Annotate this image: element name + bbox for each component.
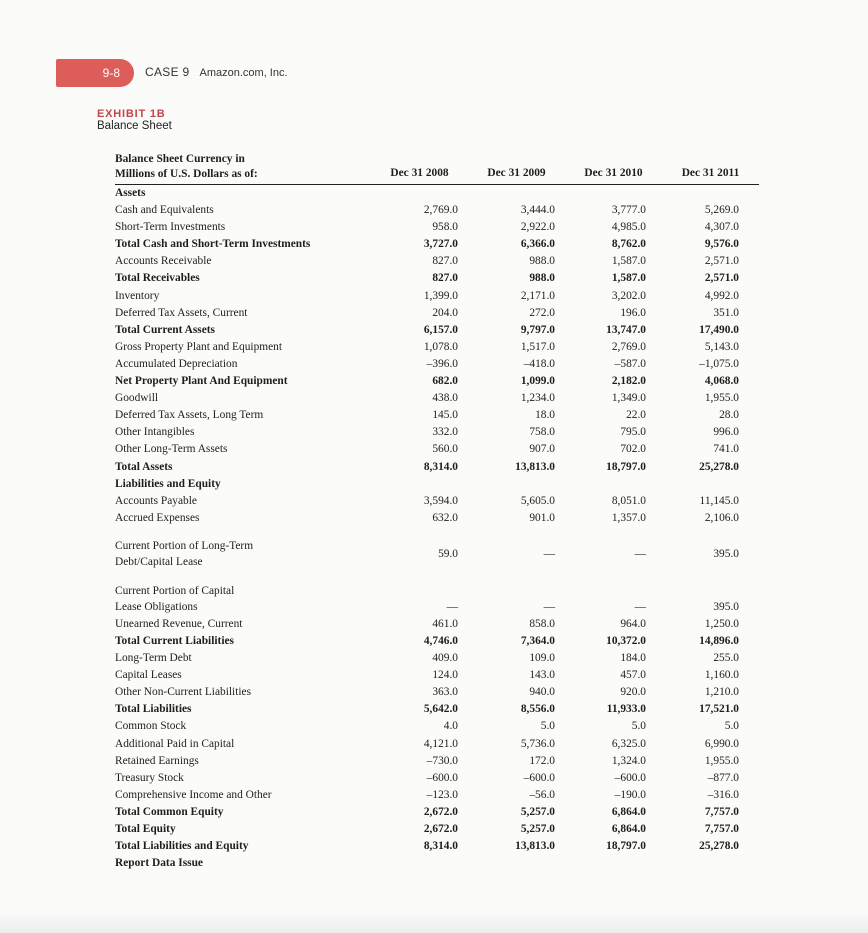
row-label: Accounts Receivable (115, 255, 212, 268)
cell-2011: 2,571.0 (704, 272, 739, 285)
cell-2009: –418.0 (523, 357, 555, 370)
row-label: Total Cash and Short-Term Investments (115, 238, 311, 251)
cell-2011: 17,490.0 (699, 323, 739, 336)
cell-2011: 6,990.0 (704, 737, 739, 750)
row-label: Capital Leases (115, 669, 182, 682)
row-label: Deferred Tax Assets, Long Term (115, 409, 264, 422)
header-label-line2: Millions of U.S. Dollars as of: (115, 168, 258, 180)
table-row (115, 736, 759, 753)
table-row (115, 253, 759, 270)
cell-2008: –600.0 (426, 771, 458, 784)
cell-2010: –190.0 (614, 788, 646, 801)
row-label: Long-Term Debt (115, 652, 192, 665)
cell-2008: 8,314.0 (423, 840, 458, 853)
cell-2009: 5,605.0 (520, 494, 555, 507)
company-name: Amazon.com, Inc. (199, 67, 288, 79)
balance-sheet-table (115, 152, 759, 872)
cell-2008: 5,642.0 (423, 703, 458, 716)
cell-2010: 8,762.0 (611, 238, 646, 251)
table-row (115, 855, 759, 872)
table-row (115, 322, 759, 339)
cell-2011: 351.0 (713, 306, 739, 319)
cell-2010 (565, 476, 662, 493)
cell-2008 (371, 476, 468, 493)
cell-2010: 6,864.0 (611, 823, 646, 835)
row-label: Assets (115, 187, 146, 199)
row-label: Deferred Tax Assets, Current (115, 306, 248, 319)
cell-2008: 409.0 (432, 652, 458, 665)
table-row (115, 373, 759, 390)
table-row (115, 821, 759, 838)
cell-2010: 3,202.0 (611, 289, 646, 302)
cell-2008: 3,594.0 (423, 494, 458, 507)
cell-2010: 702.0 (620, 443, 646, 456)
cell-2008: 438.0 (432, 392, 458, 405)
cell-2009: 5,257.0 (520, 823, 555, 835)
cell-2009: 1,099.0 (520, 375, 555, 388)
exhibit-title: EXHIBIT 1B (97, 108, 166, 120)
cell-2010: 795.0 (620, 426, 646, 439)
cell-2008: 363.0 (432, 686, 458, 699)
table-row (115, 770, 759, 787)
cell-2010: 964.0 (620, 617, 646, 630)
cell-2009: 272.0 (529, 306, 555, 319)
cell-2009: 109.0 (529, 652, 555, 665)
exhibit-subtitle: Balance Sheet (97, 120, 172, 132)
cell-2010: 6,325.0 (611, 737, 646, 750)
cell-2011: 4,307.0 (704, 221, 739, 234)
row-label: Total Current Liabilities (115, 634, 234, 647)
cell-2008: 59.0 (438, 547, 458, 560)
row-label: Total Equity (115, 823, 176, 835)
cell-2009: 5,736.0 (520, 737, 555, 750)
cell-2010: 1,357.0 (611, 511, 646, 524)
cell-2010: 22.0 (626, 409, 646, 422)
cell-2009: –56.0 (529, 788, 555, 801)
cell-2010: 6,864.0 (611, 805, 646, 818)
cell-2011: 1,250.0 (704, 617, 739, 630)
cell-2009: 858.0 (529, 617, 555, 630)
table-row (115, 305, 759, 322)
cell-2009: 172.0 (529, 754, 555, 767)
cell-2010: 13,747.0 (606, 323, 646, 336)
table-row (115, 459, 759, 476)
row-label: Retained Earnings (115, 754, 199, 767)
table-row (115, 493, 759, 510)
cell-2011: 5,269.0 (704, 204, 739, 217)
cell-2011 (662, 855, 759, 872)
row-label: Total Current Assets (115, 323, 215, 336)
cell-2009: 907.0 (529, 443, 555, 456)
table-row (115, 390, 759, 407)
cell-2008: 3,727.0 (423, 238, 458, 251)
cell-2010: 18,797.0 (606, 840, 646, 853)
row-label: Gross Property Plant and Equipment (115, 340, 283, 353)
table-row (115, 753, 759, 770)
page-number-tab (56, 59, 134, 87)
cell-2008: –730.0 (426, 754, 458, 767)
table-row (115, 838, 759, 855)
table-row (115, 424, 759, 441)
cell-2011: –316.0 (707, 788, 739, 801)
column-header-2008: Dec 31 2008 (390, 166, 449, 179)
cell-2010: 4,985.0 (611, 221, 646, 234)
row-label-line1: Current Portion of Capital (115, 584, 235, 597)
cell-2009: 758.0 (529, 426, 555, 439)
cell-2009: 6,366.0 (520, 238, 555, 251)
table-row (115, 288, 759, 305)
cell-2008: 124.0 (432, 669, 458, 682)
cell-2011: 9,576.0 (704, 238, 739, 251)
cell-2010: 18,797.0 (606, 460, 646, 473)
cell-2008: 204.0 (432, 306, 458, 319)
cell-2008: 958.0 (432, 221, 458, 234)
cell-2010: 8,051.0 (611, 494, 646, 507)
row-label: Total Liabilities (115, 703, 192, 716)
cell-2008: 2,672.0 (423, 823, 458, 835)
cell-2008: 6,157.0 (423, 323, 458, 336)
cell-2008: 2,769.0 (423, 204, 458, 217)
cell-2009: 1,517.0 (520, 340, 555, 353)
cell-2011: 395.0 (713, 600, 739, 613)
cell-2009: 5.0 (540, 720, 555, 733)
table-row (115, 356, 759, 373)
cell-2009: 940.0 (529, 686, 555, 699)
cell-2009 (468, 855, 565, 872)
table-row (115, 527, 759, 571)
cell-2009: 988.0 (529, 272, 555, 285)
cell-2011: 25,278.0 (699, 840, 739, 853)
cell-2008: 8,314.0 (423, 460, 458, 473)
cell-2008: –396.0 (426, 357, 458, 370)
cell-2011: –1,075.0 (699, 357, 739, 370)
cell-2009: 5,257.0 (520, 805, 555, 818)
table-row (115, 476, 759, 493)
cell-2008: 2,672.0 (423, 805, 458, 818)
cell-2010: 5.0 (631, 720, 646, 733)
row-label: Unearned Revenue, Current (115, 617, 243, 630)
row-label (115, 571, 371, 616)
row-label: Accumulated Depreciation (115, 357, 238, 370)
table-row (115, 236, 759, 253)
cell-2010: 196.0 (620, 306, 646, 319)
cell-2011: 25,278.0 (699, 460, 739, 473)
cell-2009: — (543, 547, 555, 560)
row-label: Treasury Stock (115, 771, 184, 784)
column-header-2009: Dec 31 2009 (487, 166, 546, 179)
table-row (115, 571, 759, 616)
cell-2010: — (634, 547, 646, 560)
cell-2008: 560.0 (432, 443, 458, 456)
row-label: Inventory (115, 289, 160, 302)
table-row (115, 650, 759, 667)
cell-2008: — (446, 600, 458, 613)
cell-2011: 1,160.0 (704, 669, 739, 682)
cell-2009: –600.0 (523, 771, 555, 784)
column-header-2010: Dec 31 2010 (584, 166, 643, 179)
table-row (115, 407, 759, 424)
cell-2010: –600.0 (614, 771, 646, 784)
row-label: Total Liabilities and Equity (115, 840, 249, 853)
cell-2010: 2,182.0 (611, 375, 646, 388)
table-row (115, 441, 759, 458)
cell-2010: 1,587.0 (611, 255, 646, 268)
row-label (115, 527, 371, 571)
cell-2009: 3,444.0 (520, 204, 555, 217)
cell-2010: — (634, 600, 646, 613)
cell-2010 (565, 855, 662, 872)
row-label-line2: Debt/Capital Lease (115, 555, 203, 568)
cell-2011: 11,145.0 (699, 494, 739, 507)
table-header-row (115, 152, 759, 185)
column-header-2011: Dec 31 2011 (681, 166, 740, 179)
cell-2009: 1,234.0 (520, 392, 555, 405)
cell-2008: 461.0 (432, 617, 458, 630)
cell-2010 (565, 185, 662, 203)
row-label: Accounts Payable (115, 494, 197, 507)
cell-2011 (662, 185, 759, 203)
cell-2011: 5.0 (724, 720, 739, 733)
case-label: CASE 9 (145, 65, 190, 79)
cell-2010: 920.0 (620, 686, 646, 699)
cell-2011 (662, 476, 759, 493)
row-label: Total Receivables (115, 272, 200, 285)
row-label: Total Common Equity (115, 805, 224, 818)
cell-2011: 1,955.0 (704, 754, 739, 767)
cell-2008: 332.0 (432, 426, 458, 439)
cell-2010: 457.0 (620, 669, 646, 682)
cell-2008: 1,078.0 (423, 340, 458, 353)
cell-2009: 13,813.0 (515, 460, 555, 473)
cell-2009: 2,922.0 (520, 221, 555, 234)
page-number: 9-8 (102, 66, 120, 80)
cell-2010: 1,349.0 (611, 392, 646, 405)
table-row (115, 202, 759, 219)
cell-2008: 827.0 (432, 272, 458, 285)
row-label: Liabilities and Equity (115, 477, 221, 490)
table-row (115, 339, 759, 356)
cell-2011: 5,143.0 (704, 340, 739, 353)
cell-2009: 9,797.0 (520, 323, 555, 336)
row-label-line2: Lease Obligations (115, 600, 198, 613)
row-label: Other Non-Current Liabilities (115, 686, 252, 699)
cell-2011: 255.0 (713, 652, 739, 665)
row-label: Accrued Expenses (115, 511, 200, 524)
page-bottom-edge (0, 911, 868, 933)
cell-2010: –587.0 (614, 357, 646, 370)
table-row (115, 616, 759, 633)
cell-2008: 827.0 (432, 255, 458, 268)
cell-2010: 184.0 (620, 652, 646, 665)
cell-2008: 4,121.0 (423, 737, 458, 750)
cell-2008: –123.0 (426, 788, 458, 801)
row-label: Short-Term Investments (115, 221, 226, 234)
row-label: Cash and Equivalents (115, 204, 214, 217)
header-label-line1: Balance Sheet Currency in (115, 153, 245, 165)
cell-2009: 13,813.0 (515, 840, 555, 853)
cell-2011: –877.0 (707, 771, 739, 784)
cell-2009 (468, 185, 565, 203)
cell-2011: 2,571.0 (704, 255, 739, 268)
row-label: Report Data Issue (115, 857, 203, 870)
cell-2010: 10,372.0 (606, 634, 646, 647)
row-label: Total Assets (115, 460, 173, 473)
row-label: Comprehensive Income and Other (115, 788, 272, 801)
row-label: Net Property Plant And Equipment (115, 375, 288, 388)
table-row (115, 787, 759, 804)
cell-2011: 14,896.0 (699, 634, 739, 647)
cell-2011: 4,068.0 (704, 375, 739, 388)
table-row (115, 718, 759, 735)
cell-2009 (468, 476, 565, 493)
cell-2010: 1,587.0 (611, 272, 646, 285)
cell-2008: 1,399.0 (423, 289, 458, 302)
cell-2011: 17,521.0 (699, 703, 739, 716)
table-row (115, 185, 759, 203)
cell-2008: 145.0 (432, 409, 458, 422)
table-row (115, 219, 759, 236)
cell-2011: 741.0 (713, 443, 739, 456)
cell-2008: 682.0 (432, 375, 458, 388)
row-label: Other Long-Term Assets (115, 443, 228, 456)
cell-2010: 2,769.0 (611, 340, 646, 353)
cell-2009: 7,364.0 (520, 634, 555, 647)
row-label-line1: Current Portion of Long-Term (115, 539, 254, 552)
cell-2011: 1,210.0 (704, 686, 739, 699)
cell-2008 (371, 855, 468, 872)
cell-2008: 4,746.0 (423, 634, 458, 647)
table-row (115, 633, 759, 650)
table-row (115, 270, 759, 287)
table-row (115, 667, 759, 684)
cell-2009: 8,556.0 (520, 703, 555, 716)
row-label: Additional Paid in Capital (115, 737, 235, 750)
cell-2010: 3,777.0 (611, 204, 646, 217)
cell-2011: 7,757.0 (704, 823, 739, 835)
cell-2011: 2,106.0 (704, 511, 739, 524)
cell-2008: 4.0 (443, 720, 458, 733)
cell-2010: 1,324.0 (611, 754, 646, 767)
cell-2009: 18.0 (535, 409, 555, 422)
row-label: Other Intangibles (115, 426, 195, 439)
table-row (115, 510, 759, 527)
cell-2011: 996.0 (713, 426, 739, 439)
cell-2009: 143.0 (529, 669, 555, 682)
cell-2008 (371, 185, 468, 203)
cell-2011: 7,757.0 (704, 805, 739, 818)
table-row (115, 684, 759, 701)
table-row (115, 701, 759, 718)
header-label (115, 152, 371, 185)
cell-2009: 988.0 (529, 255, 555, 268)
cell-2008: 632.0 (432, 511, 458, 524)
cell-2010: 11,933.0 (606, 703, 646, 716)
cell-2011: 28.0 (719, 409, 739, 422)
table-row (115, 804, 759, 821)
cell-2009: 2,171.0 (520, 289, 555, 302)
case-header (145, 65, 288, 79)
cell-2011: 395.0 (713, 547, 739, 560)
row-label: Common Stock (115, 720, 187, 733)
cell-2011: 4,992.0 (704, 289, 739, 302)
cell-2009: 901.0 (529, 511, 555, 524)
row-label: Goodwill (115, 392, 159, 405)
cell-2009: — (543, 600, 555, 613)
cell-2011: 1,955.0 (704, 392, 739, 405)
